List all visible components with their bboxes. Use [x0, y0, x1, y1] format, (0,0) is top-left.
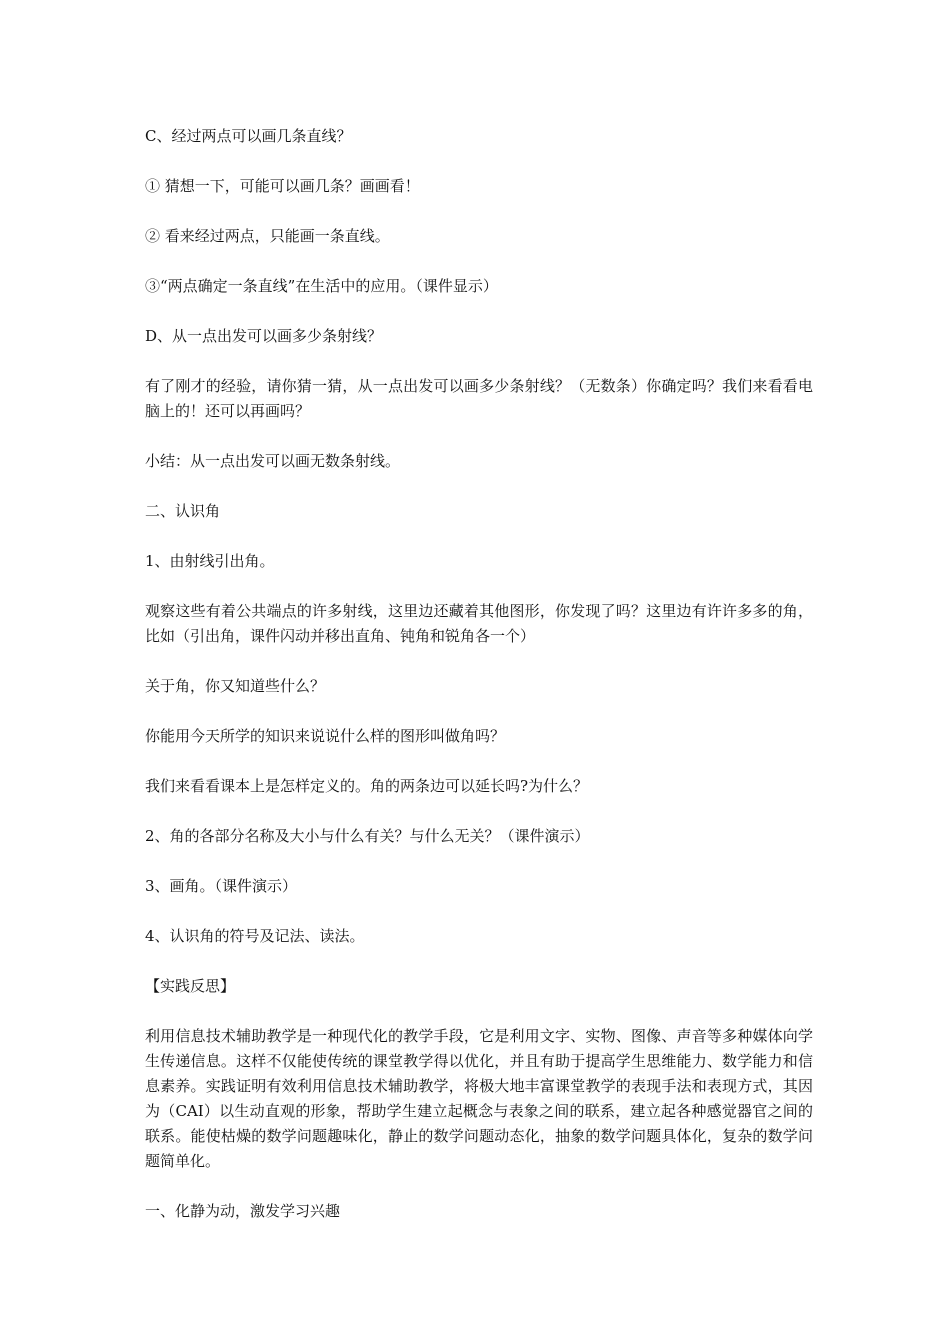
section-heading-angles: 二、认识角: [145, 502, 221, 520]
paragraph-textbook-definition: 我们来看看课本上是怎样定义的。角的两条边可以延长吗?为什么？: [145, 777, 589, 795]
paragraph-angle-symbol: 4、认识角的符号及记法、读法。: [145, 927, 365, 945]
paragraph-c-two-points-lines: C、经过两点可以画几条直线？: [145, 127, 352, 145]
paragraph-angle-parts: 2、角的各部分名称及大小与什么有关？与什么无关？（课件演示）: [145, 827, 590, 845]
paragraph-life-application: ③“两点确定一条直线”在生活中的应用。（课件显示）: [145, 277, 498, 295]
paragraph-define-angle: 你能用今天所学的知识来说说什么样的图形叫做角吗？: [145, 727, 506, 745]
paragraph-summary-rays: 小结：从一点出发可以画无数条射线。: [145, 452, 401, 470]
paragraph-reflection-body: 利用信息技术辅助教学是一种现代化的教学手段，它是利用文字、实物、图像、声音等多种媒体向学生传递信息。这样不仅能使传统的课堂教学得以优化，并且有助于提高学生思维能力、数学能力和信息素养。实践证明有效利用信息技术辅助教学，将极大地丰富课堂教学的表现手法和表现方式，其因为（CAI）以生动直观的形象，帮助学生建立起概念与表象之间的联系，建立起各种感觉器官之间的联系。能使枯燥的数学问题趣味化，静止的数学问题动态化，抽象的数学问题具体化，复杂的数学问题简单化。: [145, 1027, 813, 1170]
section-heading-static-to-dynamic: 一、化静为动，激发学习兴趣: [145, 1202, 341, 1220]
paragraph-rays-to-angle: 1、由射线引出角。: [145, 552, 275, 570]
paragraph-about-angles: 关于角，你又知道些什么？: [145, 677, 326, 695]
paragraph-d-rays-from-point: D、从一点出发可以画多少条射线？: [145, 327, 383, 345]
paragraph-observe-rays: 观察这些有着公共端点的许多射线，这里边还藏着其他图形，你发现了吗？这里边有许许多多的角，比如（引出角，课件闪动并移出直角、钝角和锐角各一个）: [145, 602, 813, 645]
paragraph-guess-draw: ① 猜想一下，可能可以画几条？画画看！: [145, 177, 420, 195]
document-body: [145, 124, 813, 1249]
paragraph-guess-rays: 有了刚才的经验，请你猜一猜，从一点出发可以画多少条射线？（无数条）你确定吗？我们来看看电脑上的！还可以再画吗？: [145, 377, 813, 420]
section-heading-reflection: 【实践反思】: [145, 977, 236, 995]
paragraph-draw-angle: 3、画角。（课件演示）: [145, 877, 298, 895]
paragraph-one-line-only: ② 看来经过两点，只能画一条直线。: [145, 227, 390, 245]
